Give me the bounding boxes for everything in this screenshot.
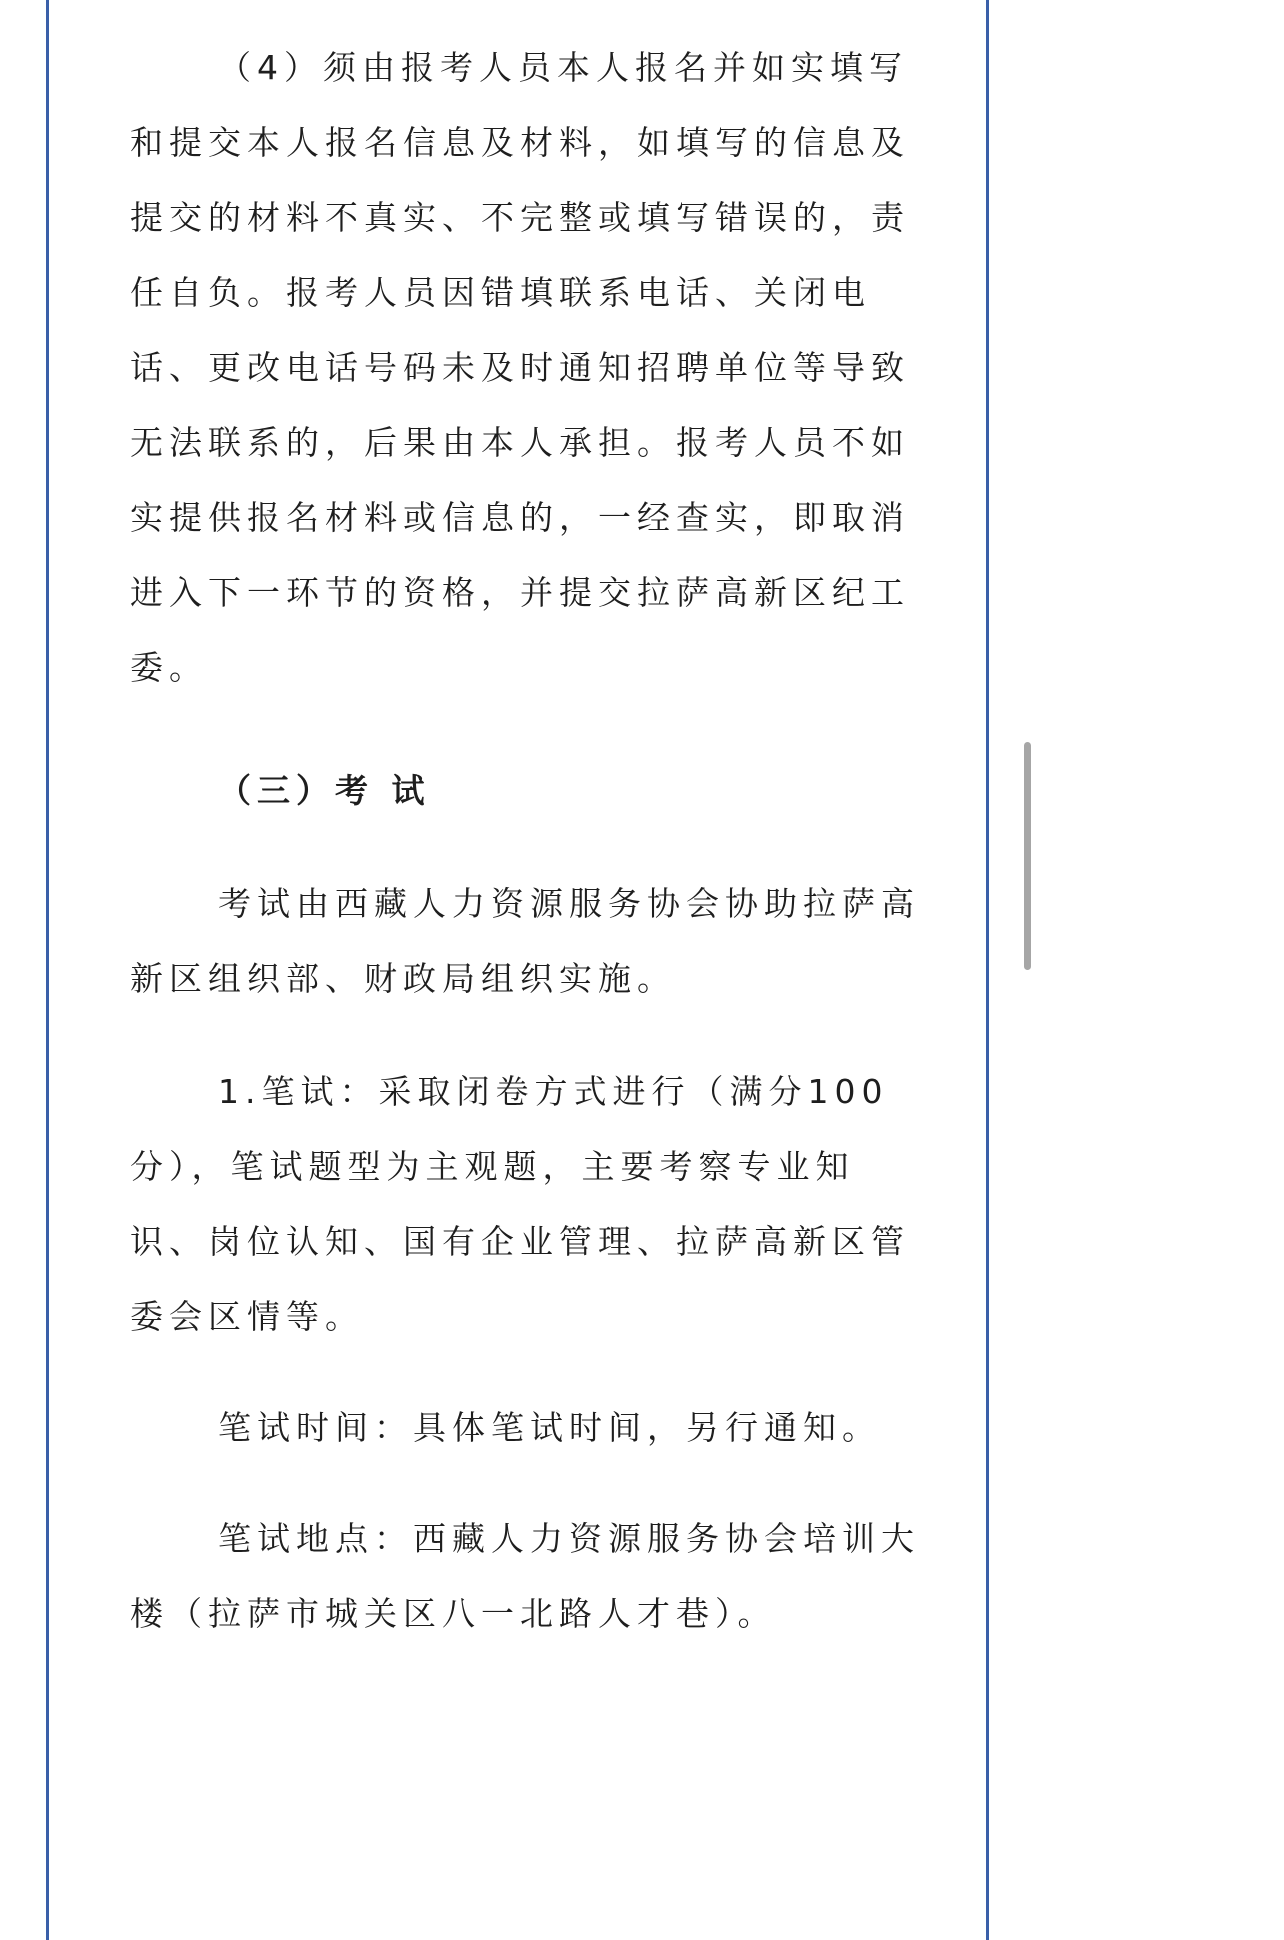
page-border-left xyxy=(46,0,49,1940)
paragraph-written-exam-time: 笔试时间：具体笔试时间，另行通知。 xyxy=(218,1408,881,1447)
article-body xyxy=(130,30,920,1651)
paragraph-written-exam-location: 笔试地点：西藏人力资源服务协会培训大楼（拉萨市城关区八一北路人才巷）。 xyxy=(130,1519,920,1633)
paragraph-written-exam: 1.笔试：采取闭卷方式进行（满分100分），笔试题型为主观题，主要考察专业知识、岗位认知、国有企业管理、拉萨高新区管委会区情等。 xyxy=(130,1072,910,1336)
section-heading-exam: （三）考 试 xyxy=(218,771,431,810)
paragraph-exam-intro: 考试由西藏人力资源服务协会协助拉萨高新区组织部、财政局组织实施。 xyxy=(130,884,920,998)
vertical-scrollbar[interactable] xyxy=(1024,742,1031,970)
paragraph-registration-rule-4: （4）须由报考人员本人报名并如实填写和提交本人报名信息及材料，如填写的信息及提交的材料不真实、不完整或填写错误的，责任自负。报考人员因错填联系电话、关闭电话、更改电话号码未及时通知招聘单位等导致无法联系的，后果由本人承担。报考人员不如实提供报名材料或信息的，一经查实，即取消进入下一环节的资格，并提交拉萨高新区纪工委。 xyxy=(130,48,910,687)
page-border-right xyxy=(986,0,989,1940)
